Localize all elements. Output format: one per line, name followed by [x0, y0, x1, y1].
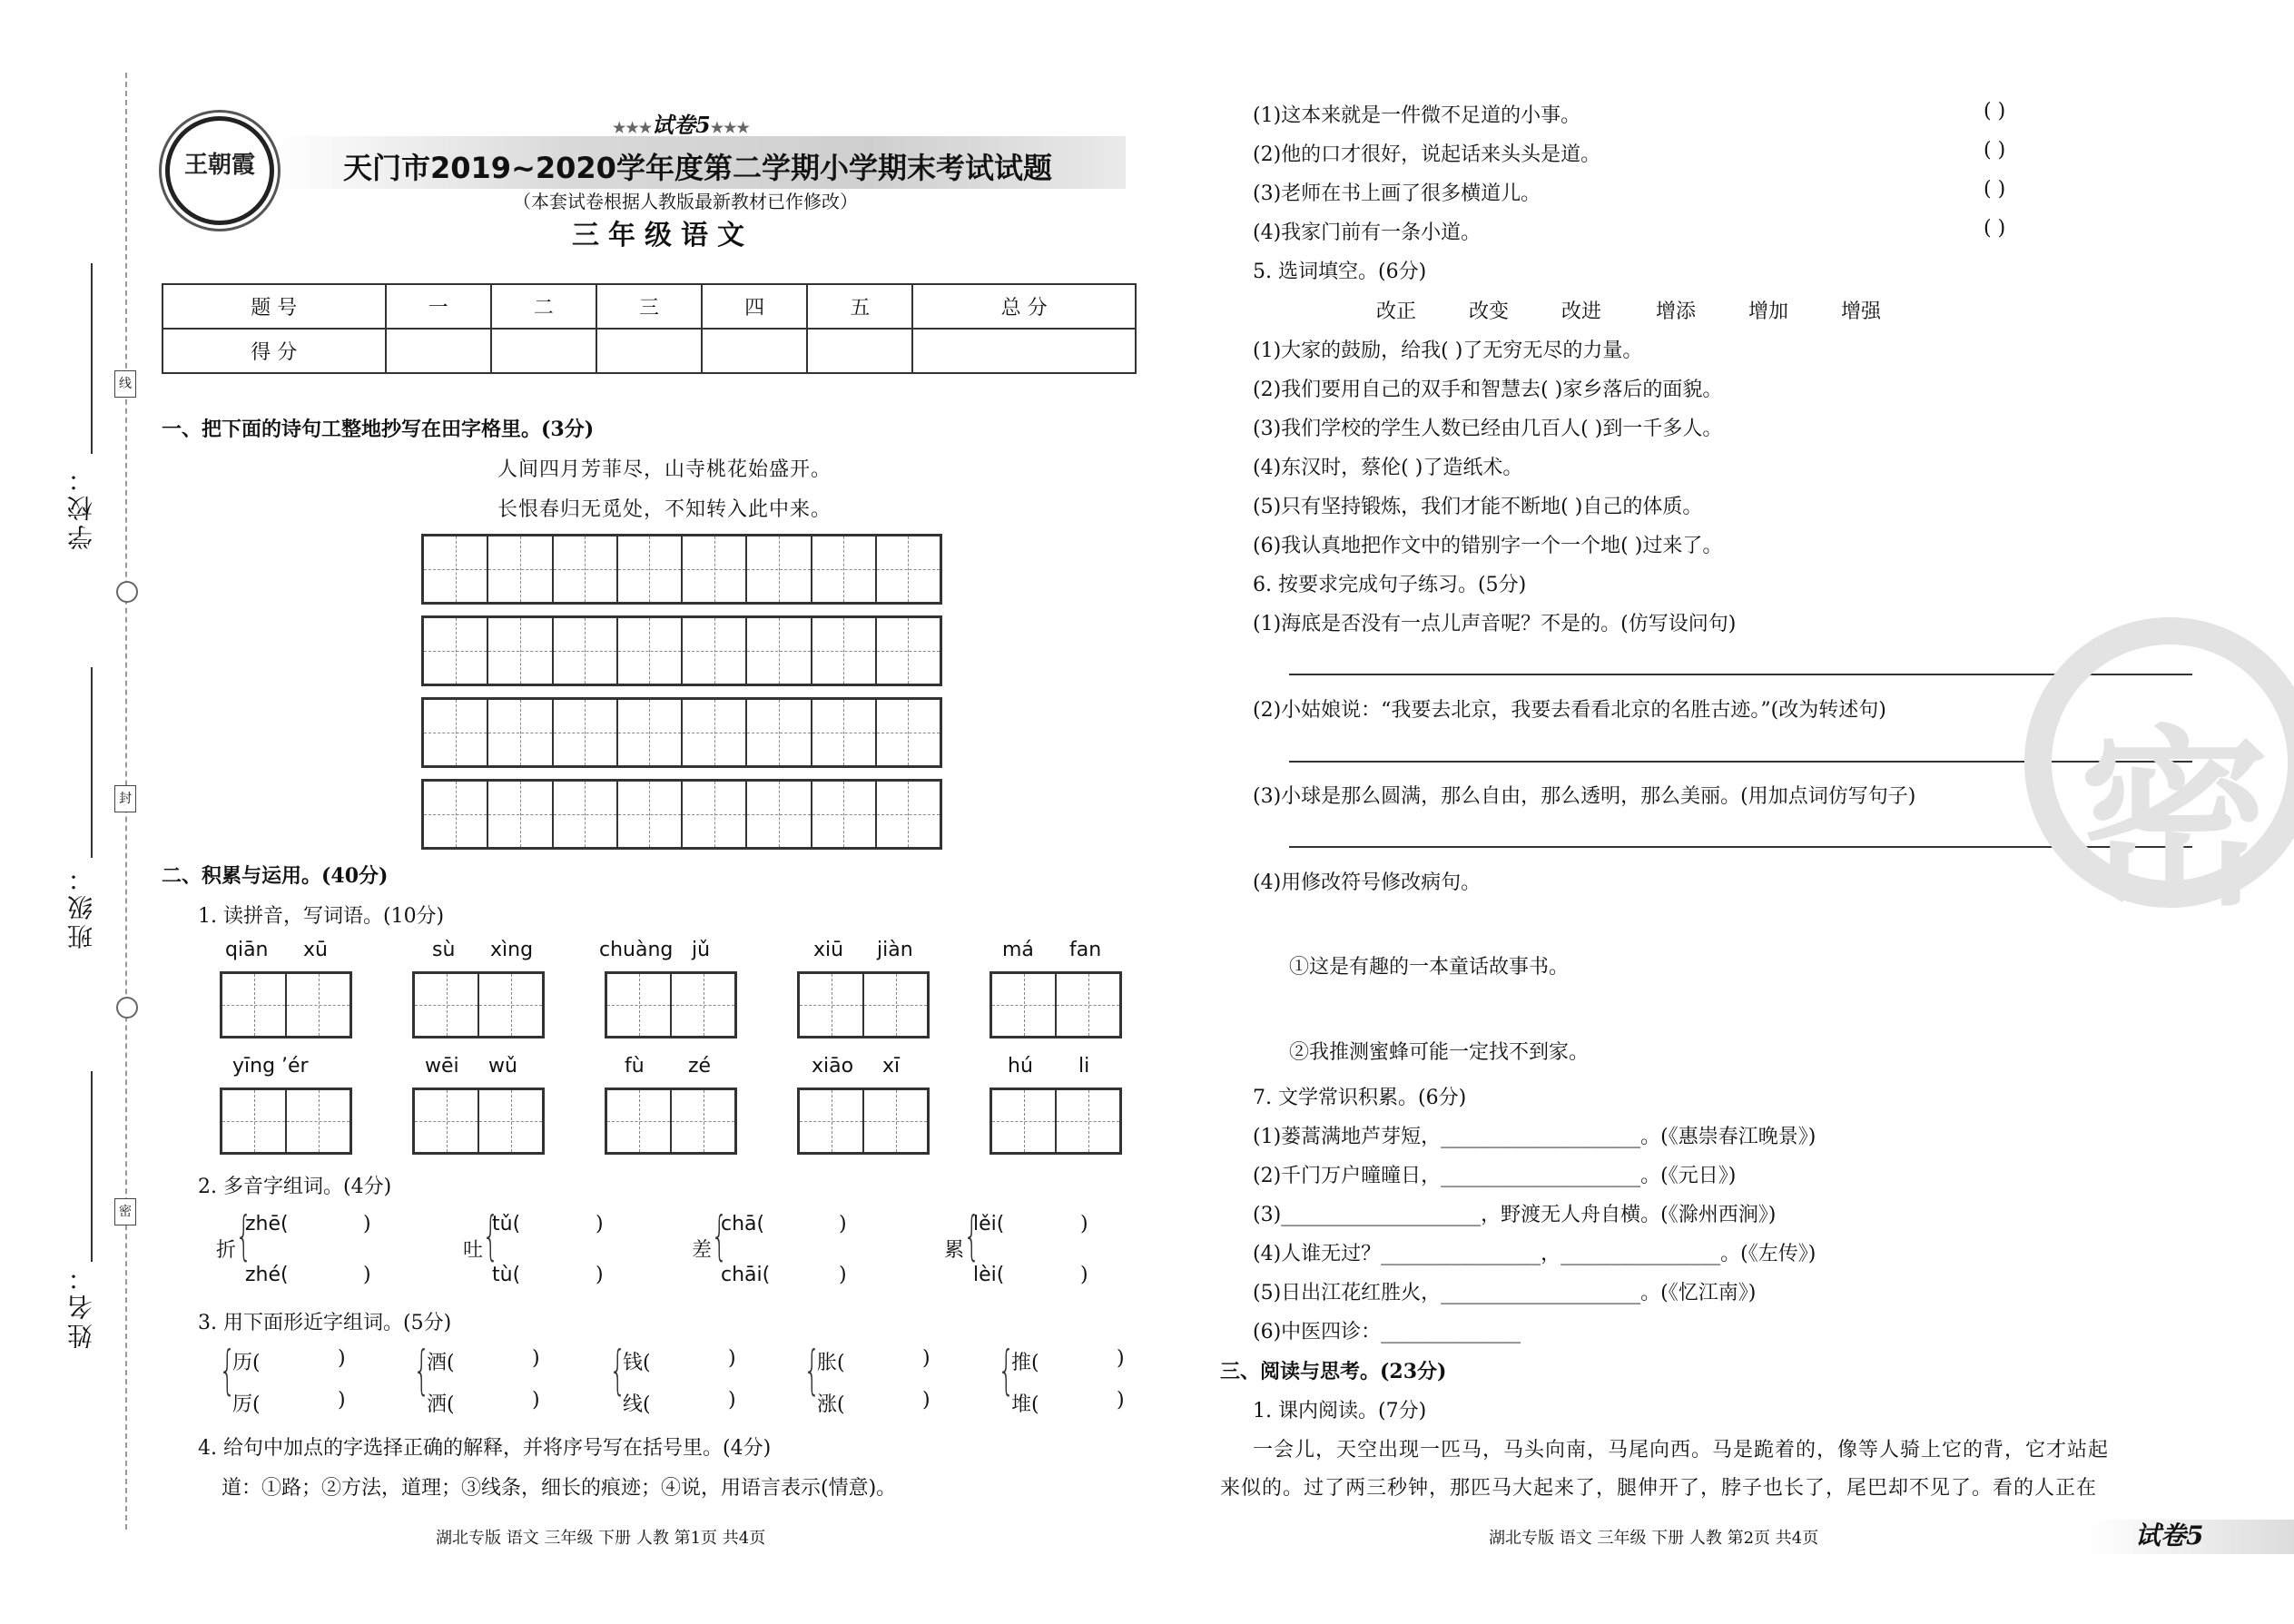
polyphone-reading: lèi(	[973, 1264, 1005, 1286]
score-cell[interactable]	[702, 329, 807, 373]
seal-watermark-text: 密	[2079, 709, 2270, 931]
similar-char: 钱(	[623, 1352, 651, 1374]
similar-char: 酒(	[427, 1352, 455, 1374]
polyphone-reading: chāi(	[721, 1264, 771, 1286]
q4-item: (3)老师在书上画了很多横道儿。	[1253, 182, 1541, 205]
paren: )	[922, 1347, 930, 1370]
answer-grid[interactable]	[605, 1088, 737, 1155]
school-blank[interactable]	[91, 263, 93, 454]
score-cell[interactable]	[912, 329, 1136, 373]
polyphone-char: 累	[944, 1239, 965, 1262]
poem-line-2: 长恨春归无觅处，不知转入此中来。	[497, 498, 832, 521]
paren: )	[532, 1347, 540, 1370]
word-choice: 改变	[1469, 300, 1510, 323]
score-table	[162, 283, 1137, 374]
question-3: 3. 用下面形近字组词。(5分)	[198, 1312, 452, 1334]
polyphone-reading: lěi(	[973, 1213, 1005, 1235]
brace: {	[803, 1339, 821, 1401]
answer-paren[interactable]: ( )	[1984, 217, 2006, 240]
question-4: 4. 给句中加点的字选择正确的解释，并将序号写在括号里。(4分)	[198, 1437, 772, 1460]
question-1-reading: 1. 课内阅读。(7分)	[1253, 1400, 1427, 1422]
subtitle: （本套试卷根据人教版最新教材已作修改）	[513, 191, 858, 212]
paren: )	[839, 1264, 847, 1286]
word-choice: 改进	[1561, 300, 1602, 323]
table-header: 题 号	[162, 284, 386, 329]
brace: {	[235, 1205, 252, 1266]
section-3-heading: 三、阅读与思考。(23分)	[1220, 1360, 1447, 1383]
answer-grid[interactable]	[989, 971, 1122, 1038]
word-choice: 改正	[1376, 300, 1417, 323]
q5-item: (1)大家的鼓励，给我( )了无穷无尽的力量。	[1253, 340, 1643, 362]
paren: )	[922, 1389, 930, 1412]
paren: )	[363, 1264, 371, 1286]
binding-hole-icon	[116, 581, 138, 603]
table-header: 四	[702, 284, 807, 329]
brace: {	[482, 1205, 499, 1266]
answer-grid[interactable]	[412, 971, 545, 1038]
paren: )	[363, 1213, 371, 1235]
definition-list: 道：①路；②方法，道理；③线条，细长的痕迹；④说，用语言表示(情意)。	[222, 1477, 897, 1500]
word-choice: 增加	[1748, 300, 1789, 323]
answer-grid[interactable]	[220, 971, 352, 1038]
reading-paragraph: 来似的。过了两三秒钟，那匹马大起来了，腿伸开了，脖子也长了，尾巴却不见了。看的人正在	[1220, 1477, 2098, 1500]
tianzi-grid-row[interactable]	[421, 697, 942, 768]
q4-item: (1)这本来就是一件微不足道的小事。	[1253, 104, 1581, 127]
polyphone-reading: tù(	[492, 1264, 521, 1286]
answer-grid[interactable]	[797, 1088, 930, 1155]
tianzi-grid-row[interactable]	[421, 615, 942, 686]
paren: )	[728, 1389, 736, 1412]
table-header: 三	[596, 284, 702, 329]
polyphone-reading: zhé(	[245, 1264, 289, 1286]
paren: )	[839, 1213, 847, 1235]
answer-grid[interactable]	[220, 1088, 352, 1155]
paren: )	[728, 1347, 736, 1370]
paren: )	[338, 1389, 346, 1412]
paren: )	[1080, 1213, 1088, 1235]
similar-char: 涨(	[817, 1393, 845, 1416]
similar-char: 推(	[1011, 1352, 1039, 1374]
similar-char: 厉(	[232, 1393, 261, 1416]
question-7: 7. 文学常识积累。(6分)	[1253, 1087, 1467, 1109]
table-header: 五	[807, 284, 912, 329]
score-cell[interactable]	[491, 329, 596, 373]
answer-grid[interactable]	[989, 1088, 1122, 1155]
binding-tag-seal: 封	[114, 785, 136, 812]
table-header: 一	[386, 284, 491, 329]
polyphone-reading: tǔ(	[492, 1213, 521, 1235]
footer-badge: 试卷5	[2135, 1521, 2204, 1550]
q7-item: (5)日出江花红胜火，____________________。(《忆江南》)	[1253, 1282, 1757, 1304]
question-2: 2. 多音字组词。(4分)	[198, 1176, 392, 1198]
similar-char: 线(	[623, 1393, 651, 1416]
footer-left: 湖北专版 语文 三年级 下册 人教 第1页 共4页	[436, 1529, 766, 1548]
class-blank[interactable]	[91, 667, 93, 858]
q5-item: (4)东汉时，蔡伦( )了造纸术。	[1253, 457, 1523, 479]
brace: {	[711, 1205, 728, 1266]
section-1-heading: 一、把下面的诗句工整地抄写在田字格里。(3分)	[162, 418, 595, 441]
table-header: 总 分	[912, 284, 1136, 329]
similar-char: 胀(	[817, 1352, 845, 1374]
sick-sentence: ①这是有趣的一本童话故事书。	[1289, 956, 1570, 979]
paren: )	[338, 1347, 346, 1370]
grade-subject: 三年级语文	[572, 220, 753, 251]
score-cell[interactable]	[386, 329, 491, 373]
q5-item: (5)只有坚持锻炼，我们才能不断地( )自己的体质。	[1253, 496, 1703, 518]
q7-item: (3)____________________，野渡无人舟自横。(《滁州西涧》)	[1253, 1204, 1777, 1226]
score-label: 得 分	[162, 329, 386, 373]
paren: )	[1117, 1347, 1125, 1370]
q6-item: (4)用修改符号修改病句。	[1253, 871, 1482, 894]
binding-hole-icon	[116, 997, 138, 1019]
similar-char: 历(	[232, 1352, 261, 1374]
q5-item: (3)我们学校的学生人数已经由几百人( )到一千多人。	[1253, 418, 1723, 440]
paren: )	[532, 1389, 540, 1412]
tianzi-grid-row[interactable]	[421, 779, 942, 850]
q7-item: (6)中医四诊：______________	[1253, 1321, 1521, 1343]
polyphone-reading: chā(	[721, 1213, 765, 1235]
table-header: 二	[491, 284, 596, 329]
answer-paren[interactable]: ( )	[1984, 100, 2006, 123]
poem-line-1: 人间四月芳菲尽，山寺桃花始盛开。	[497, 458, 832, 481]
answer-paren[interactable]: ( )	[1984, 139, 2006, 162]
q5-item: (6)我认真地把作文中的错别字一个一个地( )过来了。	[1253, 535, 1723, 557]
q5-item: (2)我们要用自己的双手和智慧去( )家乡落后的面貌。	[1253, 379, 1723, 401]
question-6: 6. 按要求完成句子练习。(5分)	[1253, 574, 1527, 596]
paren: )	[1080, 1264, 1088, 1286]
answer-grid[interactable]	[605, 971, 737, 1038]
word-choice: 增强	[1841, 300, 1882, 323]
polyphone-char: 折	[216, 1239, 237, 1262]
similar-char: 堆(	[1011, 1393, 1039, 1416]
paren: )	[596, 1213, 604, 1235]
footer-right: 湖北专版 语文 三年级 下册 人教 第2页 共4页	[1489, 1529, 1819, 1548]
polyphone-char: 吐	[463, 1239, 484, 1262]
logo	[165, 116, 274, 225]
word-choice: 增添	[1656, 300, 1697, 323]
q7-item: (1)蒌蒿满地芦芽短，____________________。(《惠崇春江晚景》)	[1253, 1126, 1816, 1148]
paren: )	[1117, 1389, 1125, 1412]
binding-tag-line: 线	[114, 370, 136, 398]
reading-paragraph: 一会儿，天空出现一匹马，马头向南，马尾向西。马是跪着的，像等人骑上它的背，它才站起	[1253, 1439, 2110, 1462]
brace: {	[963, 1205, 980, 1266]
brace: {	[998, 1339, 1015, 1401]
q6-item: (3)小球是那么圆满，那么自由，那么透明，那么美丽。(用加点词仿写句子)	[1253, 785, 1916, 808]
sick-sentence: ②我推测蜜蜂可能一定找不到家。	[1289, 1041, 1590, 1064]
q4-item: (4)我家门前有一条小道。	[1253, 221, 1482, 244]
school-label: 学校：	[66, 463, 96, 550]
q7-item: (4)人谁无过？________________，________________。(《左传》)	[1253, 1243, 1816, 1265]
q7-item: (2)千门万户曈曈日，____________________。(《元日》)	[1253, 1165, 1737, 1187]
page-title: 天门市2019~2020学年度第二学期小学期末考试试题	[343, 151, 1052, 185]
brace: {	[219, 1339, 236, 1401]
q4-item: (2)他的口才很好，说起话来头头是道。	[1253, 143, 1601, 166]
name-label: 姓名：	[66, 1262, 96, 1349]
section-2-heading: 二、积累与运用。(40分)	[162, 864, 389, 888]
similar-char: 洒(	[427, 1393, 455, 1416]
question-1: 1. 读拼音，写词语。(10分)	[198, 905, 445, 928]
brace: {	[413, 1339, 430, 1401]
name-blank[interactable]	[91, 1071, 93, 1262]
logo-text: 王朝霞	[183, 152, 255, 179]
paren: )	[596, 1264, 604, 1286]
brace: {	[609, 1339, 626, 1401]
series-label: ★★★试卷5★★★	[613, 112, 750, 138]
answer-grid[interactable]	[412, 1088, 545, 1155]
question-5: 5. 选词填空。(6分)	[1253, 261, 1427, 283]
q6-item: (1)海底是否没有一点儿声音呢？不是的。(仿写设问句)	[1253, 613, 1737, 635]
tianzi-grid-row[interactable]	[421, 534, 942, 605]
score-cell[interactable]	[807, 329, 912, 373]
q6-item: (2)小姑娘说：“我要去北京，我要去看看北京的名胜古迹。”(改为转述句)	[1253, 699, 1886, 722]
polyphone-char: 差	[692, 1239, 713, 1262]
binding-tag-secret: 密	[114, 1198, 136, 1225]
score-cell[interactable]	[596, 329, 702, 373]
answer-paren[interactable]: ( )	[1984, 178, 2006, 201]
class-label: 班级：	[66, 862, 96, 950]
polyphone-reading: zhē(	[245, 1213, 289, 1235]
answer-grid[interactable]	[797, 971, 930, 1038]
